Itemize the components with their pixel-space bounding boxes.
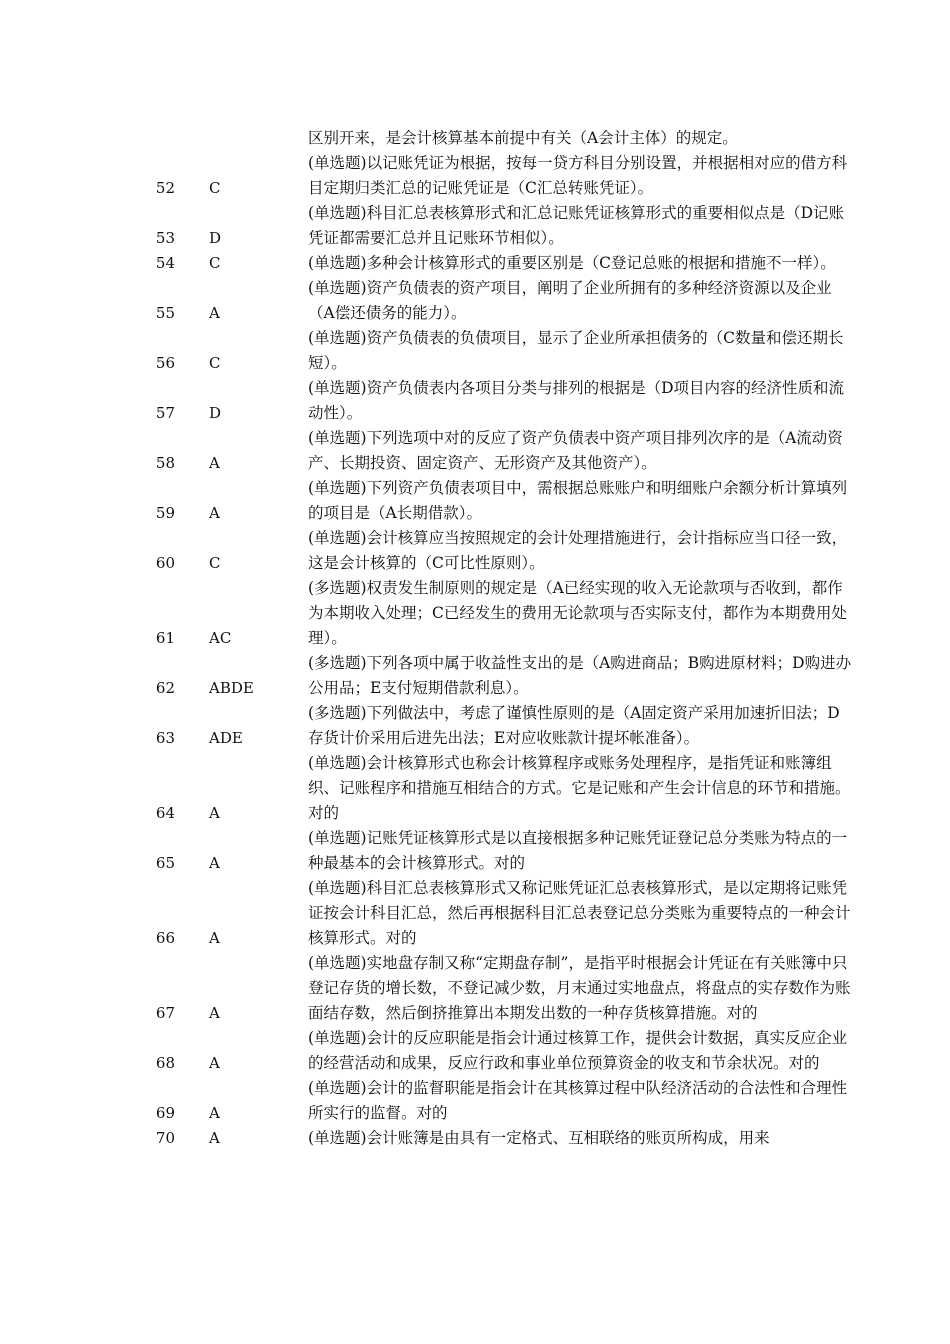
answer-key: A bbox=[209, 1104, 220, 1122]
answer-key: A bbox=[209, 454, 220, 472]
question-text: (单选题)会计核算形式也称会计核算程序或账务处理程序，是指凭证和账簿组织、记账程序和措施互相结合的方式。它是记账和产生会计信息的环节和措施。对的 bbox=[308, 754, 851, 822]
question-number: 55 bbox=[155, 304, 175, 322]
question-number: 62 bbox=[155, 679, 175, 697]
question-row bbox=[0, 826, 950, 876]
question-number: 61 bbox=[155, 629, 175, 647]
answer-key: C bbox=[209, 179, 221, 197]
question-row bbox=[0, 376, 950, 426]
question-text: (单选题)下列选项中对的反应了资产负债表中资产项目排列次序的是（A流动资产、长期投资、固定资产、无形资产及其他资产）。 bbox=[308, 429, 843, 472]
question-number: 54 bbox=[155, 254, 175, 272]
question-number: 57 bbox=[155, 404, 175, 422]
question-row bbox=[0, 1126, 950, 1151]
question-text: (单选题)多种会计核算形式的重要区别是（C登记总账的根据和措施不一样）。 bbox=[308, 254, 836, 272]
question-row bbox=[0, 651, 950, 701]
question-text: (单选题)资产负债表的负债项目，显示了企业所承担债务的（C数量和偿还期长短）。 bbox=[308, 329, 844, 372]
question-row bbox=[0, 876, 950, 951]
answer-key: C bbox=[209, 354, 221, 372]
question-text: (单选题)科目汇总表核算形式和汇总记账凭证核算形式的重要相似点是（D记账凭证都需要汇总并且记账环节相似）。 bbox=[308, 204, 845, 247]
question-row bbox=[0, 151, 950, 201]
answer-key: AC bbox=[209, 629, 232, 647]
question-text: (单选题)会计核算应当按照规定的会计处理措施进行，会计指标应当口径一致，这是会计核算的（C可比性原则）。 bbox=[308, 529, 848, 572]
answer-key: A bbox=[209, 1054, 220, 1072]
question-text: (单选题)记账凭证核算形式是以直接根据多种记账凭证登记总分类账为特点的一种最基本的会计核算形式。对的 bbox=[308, 829, 848, 872]
question-list bbox=[0, 126, 950, 1151]
question-text: (多选题)下列做法中，考虑了谨慎性原则的是（A固定资产采用加速折旧法；D存货计价采用后进先出法；E对应收账款计提坏帐准备）。 bbox=[308, 704, 840, 747]
question-number: 69 bbox=[155, 1104, 175, 1122]
question-row bbox=[0, 1026, 950, 1076]
question-row bbox=[0, 426, 950, 476]
question-number: 56 bbox=[155, 354, 175, 372]
question-text: (单选题)会计账簿是由具有一定格式、互相联络的账页所构成，用来 bbox=[308, 1129, 770, 1147]
answer-key: C bbox=[209, 554, 221, 572]
question-number: 67 bbox=[155, 1004, 175, 1022]
question-number: 63 bbox=[155, 729, 175, 747]
question-row bbox=[0, 476, 950, 526]
question-text: (多选题)权责发生制原则的规定是（A已经实现的收入无论款项与否收到，都作为本期收入处理；C已经发生的费用无论款项与否实际支付，都作为本期费用处理）。 bbox=[308, 579, 847, 647]
question-text: (单选题)实地盘存制又称“定期盘存制”，是指平时根据会计凭证在有关账簿中只登记存货的增长数，不登记减少数，月末通过实地盘点，将盘点的实存数作为账面结存数，然后倒挤推算出本期发出数的一种存货核算措施。对的 bbox=[308, 954, 851, 1022]
question-number: 59 bbox=[155, 504, 175, 522]
question-text: (单选题)以记账凭证为根据，按每一贷方科目分别设置，并根据相对应的借方科目定期归类汇总的记账凭证是（C汇总转账凭证）。 bbox=[308, 154, 848, 197]
answer-key: A bbox=[209, 929, 220, 947]
question-number: 58 bbox=[155, 454, 175, 472]
answer-key: D bbox=[209, 404, 222, 422]
question-row bbox=[0, 201, 950, 251]
question-text: (单选题)资产负债表的资产项目，阐明了企业所拥有的多种经济资源以及企业（A偿还债务的能力）。 bbox=[308, 279, 832, 322]
question-row bbox=[0, 576, 950, 651]
question-row bbox=[0, 701, 950, 751]
answer-key: D bbox=[209, 229, 222, 247]
question-text: (单选题)科目汇总表核算形式又称记账凭证汇总表核算形式，是以定期将记账凭证按会计科目汇总，然后再根据科目汇总表登记总分类账为重要特点的一种会计核算形式。对的 bbox=[308, 879, 851, 947]
question-number: 60 bbox=[155, 554, 175, 572]
answer-key: ABDE bbox=[209, 679, 254, 697]
question-row bbox=[0, 751, 950, 826]
question-row bbox=[0, 251, 950, 276]
answer-key: A bbox=[209, 854, 220, 872]
answer-key: A bbox=[209, 1129, 220, 1147]
question-text: (单选题)会计的反应职能是指会计通过核算工作，提供会计数据，真实反应企业的经营活动和成果，反应行政和事业单位预算资金的收支和节余状况。对的 bbox=[308, 1029, 848, 1072]
question-number: 52 bbox=[155, 179, 175, 197]
question-number: 53 bbox=[155, 229, 175, 247]
answer-key: ADE bbox=[209, 729, 243, 747]
answer-key: A bbox=[209, 504, 220, 522]
question-number: 70 bbox=[155, 1129, 175, 1147]
answer-key: A bbox=[209, 304, 220, 322]
answer-key: C bbox=[209, 254, 221, 272]
question-number: 68 bbox=[155, 1054, 175, 1072]
question-row bbox=[0, 951, 950, 1026]
question-row bbox=[0, 276, 950, 326]
question-row bbox=[0, 326, 950, 376]
question-number: 64 bbox=[155, 804, 175, 822]
question-text: 区别开来，是会计核算基本前提中有关（A会计主体）的规定。 bbox=[308, 129, 738, 147]
answer-key: A bbox=[209, 1004, 220, 1022]
question-text: (单选题)资产负债表内各项目分类与排列的根据是（D项目内容的经济性质和流动性）。 bbox=[308, 379, 845, 422]
question-row bbox=[0, 526, 950, 576]
question-text: (单选题)会计的监督职能是指会计在其核算过程中队经济活动的合法性和合理性所实行的监督。对的 bbox=[308, 1079, 848, 1122]
answer-key: A bbox=[209, 804, 220, 822]
question-row bbox=[0, 1076, 950, 1126]
question-number: 66 bbox=[155, 929, 175, 947]
question-row bbox=[0, 126, 950, 151]
question-number: 65 bbox=[155, 854, 175, 872]
question-text: (单选题)下列资产负债表项目中，需根据总账账户和明细账户余额分析计算填列的项目是（A长期借款）。 bbox=[308, 479, 848, 522]
question-text: (多选题)下列各项中属于收益性支出的是（A购进商品；B购进原材料；D购进办公用品；E支付短期借款利息）。 bbox=[308, 654, 852, 697]
